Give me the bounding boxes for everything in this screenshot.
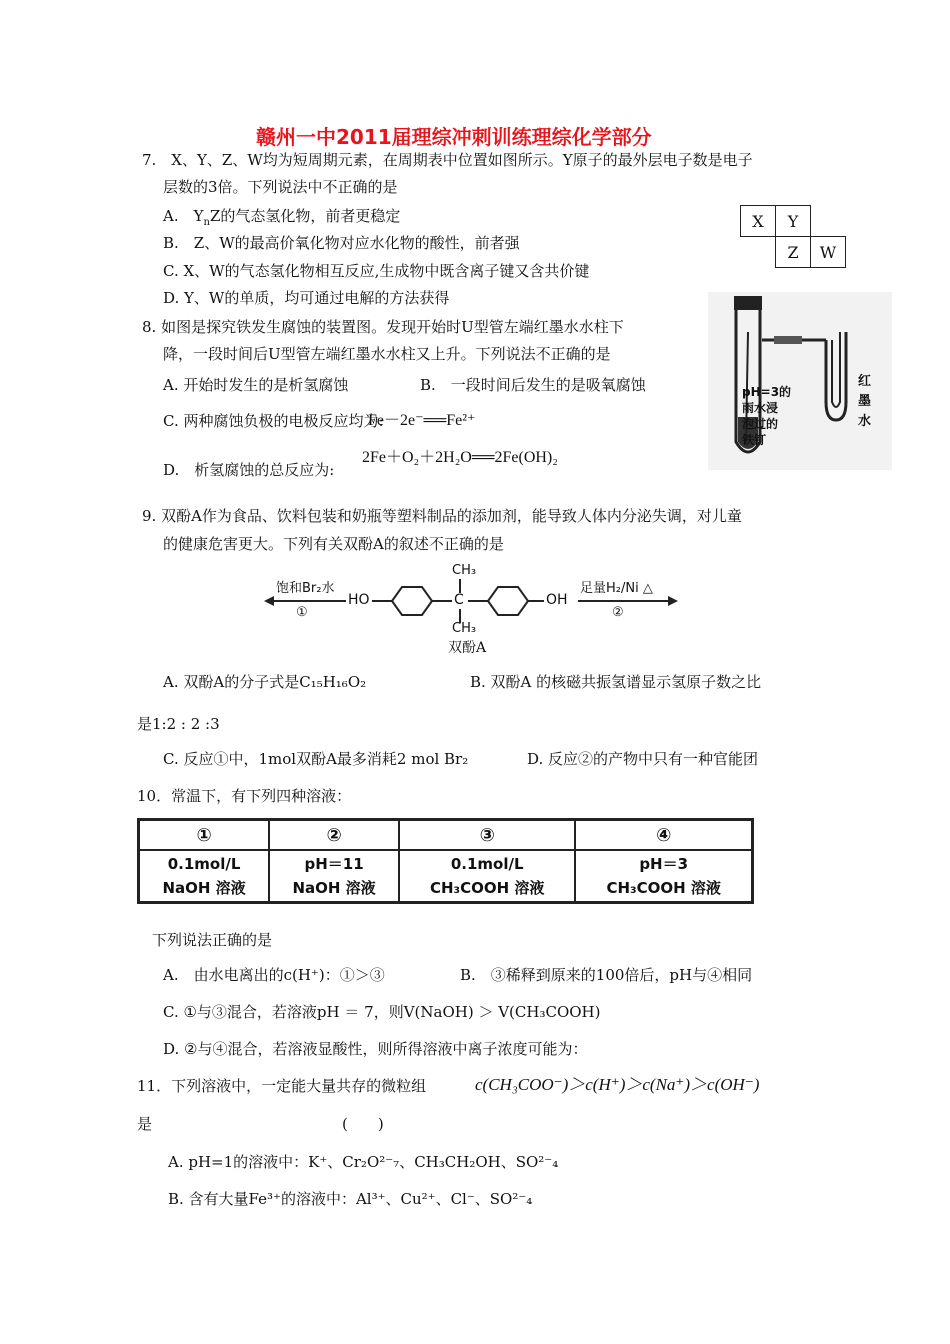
cell-x: X	[741, 206, 776, 237]
apparatus-label-line: 泡过的	[742, 417, 779, 431]
solution-line: NaOH 溶液	[162, 879, 246, 897]
q11-stem: 11．下列溶液中，一定能大量共存的微粒组	[137, 1077, 427, 1095]
red-ink-char: 红	[858, 374, 872, 389]
scheme-compound-name: 双酚A	[448, 640, 487, 656]
cell-w: W	[811, 237, 846, 268]
solution-line: 0.1mol/L	[167, 855, 241, 873]
red-ink-label	[858, 372, 871, 432]
solution-line: NaOH 溶液	[292, 879, 376, 897]
q10-option-c: C. ①与③混合，若溶液pH ＝ 7，则V(NaOH) ＞ V(CH₃COOH)	[163, 1003, 601, 1021]
cell-z: Z	[776, 237, 811, 268]
bisphenol-a-scheme	[262, 563, 682, 655]
solution-header: ①	[139, 820, 270, 851]
q10-option-b: B. ③稀释到原来的100倍后，pH与④相同	[460, 966, 753, 984]
q9-stem-line2: 的健康危害更大。下列有关双酚A的叙述不正确的是	[163, 535, 504, 553]
solution-line: pH＝11	[304, 855, 364, 873]
scheme-oh: OH	[546, 592, 568, 608]
scheme-left-number: ①	[296, 605, 308, 620]
apparatus-label-line: 铁钉	[742, 433, 767, 447]
q11-option-a: A. pH=1的溶液中：K⁺、Cr₂O²⁻₇、CH₃CH₂OH、SO²⁻₄	[168, 1153, 559, 1171]
q7-option-a-prefix: A. Y	[163, 207, 204, 225]
q9-option-d: D. 反应②的产物中只有一种官能团	[527, 750, 759, 768]
q7-option-a-suffix: Z的气态氢化物，前者更稳定	[209, 207, 401, 225]
solution-cell	[575, 850, 752, 903]
scheme-ho: HO	[348, 592, 370, 608]
scheme-right-reagent: 足量H₂/Ni △	[580, 581, 653, 596]
solution-line: CH₃COOH 溶液	[429, 879, 545, 897]
solution-header: ②	[269, 820, 399, 851]
q11-answer-paren: ( )	[342, 1115, 384, 1133]
solutions-table	[137, 818, 754, 904]
q9-stem-line1: 9. 双酚A作为食品、饮料包装和奶瓶等塑料制品的添加剂，能导致人体内分泌失调，对儿童	[142, 507, 742, 525]
q7-option-a	[163, 205, 400, 228]
q7-option-a-sub: n	[203, 217, 210, 228]
q7-stem-line2: 层数的3倍。下列说法中不正确的是	[163, 178, 398, 196]
red-ink-char: 墨	[858, 394, 872, 409]
q10-option-d-equation: c(CH₃COO⁻)＞c(H⁺)＞c(Na⁺)＞c(OH⁻)	[475, 1075, 760, 1094]
cell-y: Y	[776, 206, 811, 237]
solution-header: ③	[399, 820, 575, 851]
solution-cell	[399, 850, 575, 903]
q7-option-d: D. Y、W的单质，均可通过电解的方法获得	[163, 289, 450, 307]
scheme-ch3-top: CH₃	[452, 563, 477, 578]
q8-option-d: D. 析氢腐蚀的总反应为:	[163, 461, 335, 479]
scheme-right-number: ②	[612, 605, 624, 620]
q11-option-b: B. 含有大量Fe³⁺的溶液中：Al³⁺、Cu²⁺、Cl⁻、SO²⁻₄	[168, 1190, 533, 1208]
cell-empty	[811, 206, 846, 237]
q9-option-b: B. 双酚A 的核磁共振氢谱显示氢原子数之比	[470, 673, 762, 691]
q8-stem-line1: 8. 如图是探究铁发生腐蚀的装置图。发现开始时U型管左端红墨水水柱下	[142, 318, 624, 336]
q8-stem-line2: 降，一段时间后U型管左端红墨水水柱又上升。下列说法不正确的是	[163, 345, 611, 363]
q9-option-a: A. 双酚A的分子式是C₁₅H₁₆O₂	[163, 673, 367, 691]
apparatus-label-line: pH=3的	[742, 385, 792, 399]
q8-option-d-equation: 2Fe＋O₂＋2H₂O══2Fe(OH)₂	[362, 449, 558, 466]
scheme-ch3-bottom: CH₃	[452, 621, 477, 636]
scheme-central-carbon: C	[454, 592, 464, 608]
q9-option-b-cont: 是1:2 : 2 :3	[137, 715, 220, 733]
q8-option-b: B. 一段时间后发生的是吸氧腐蚀	[420, 376, 646, 394]
solution-header: ④	[575, 820, 752, 851]
apparatus-label-line: 雨水浸	[742, 401, 779, 415]
q7-option-b: B. Z、W的最高价氧化物对应水化物的酸性，前者强	[163, 234, 520, 252]
periodic-table-fragment	[740, 205, 846, 268]
cell-empty	[741, 237, 776, 268]
q10-lead: 下列说法正确的是	[152, 931, 273, 949]
red-ink-char: 水	[858, 414, 872, 429]
q8-option-c: C. 两种腐蚀负极的电极反应均为:	[163, 412, 384, 430]
scheme-left-reagent: 饱和Br₂水	[276, 581, 335, 596]
corrosion-apparatus	[708, 292, 892, 470]
apparatus-label	[742, 384, 791, 448]
q10-option-d: D. ②与④混合，若溶液显酸性，则所得溶液中离子浓度可能为：	[163, 1040, 588, 1058]
q10-stem: 10．常温下，有下列四种溶液：	[137, 787, 352, 805]
q9-option-c: C. 反应①中，1mol双酚A最多消耗2 mol Br₂	[163, 750, 469, 768]
q11-stem-cont: 是	[137, 1115, 153, 1133]
page-title: 赣州一中2011届理综冲刺训练理综化学部分	[256, 125, 652, 149]
q7-stem-line1: 7. X、Y、Z、W均为短周期元素，在周期表中位置如图所示。Y原子的最外层电子数是电子	[142, 151, 753, 169]
q8-option-a: A. 开始时发生的是析氢腐蚀	[163, 376, 349, 394]
solution-line: 0.1mol/L	[450, 855, 524, 873]
solution-line: pH＝3	[639, 855, 689, 873]
q7-option-c: C. X、W的气态氢化物相互反应,生成物中既含离子键又含共价键	[163, 262, 590, 280]
q10-option-a: A. 由水电离出的c(H⁺)：①＞③	[163, 966, 385, 984]
q8-option-c-equation: Fe－2e⁻══Fe²⁺	[368, 412, 476, 429]
solution-cell	[269, 850, 399, 903]
solution-cell	[139, 850, 270, 903]
solution-line: CH₃COOH 溶液	[606, 879, 721, 897]
